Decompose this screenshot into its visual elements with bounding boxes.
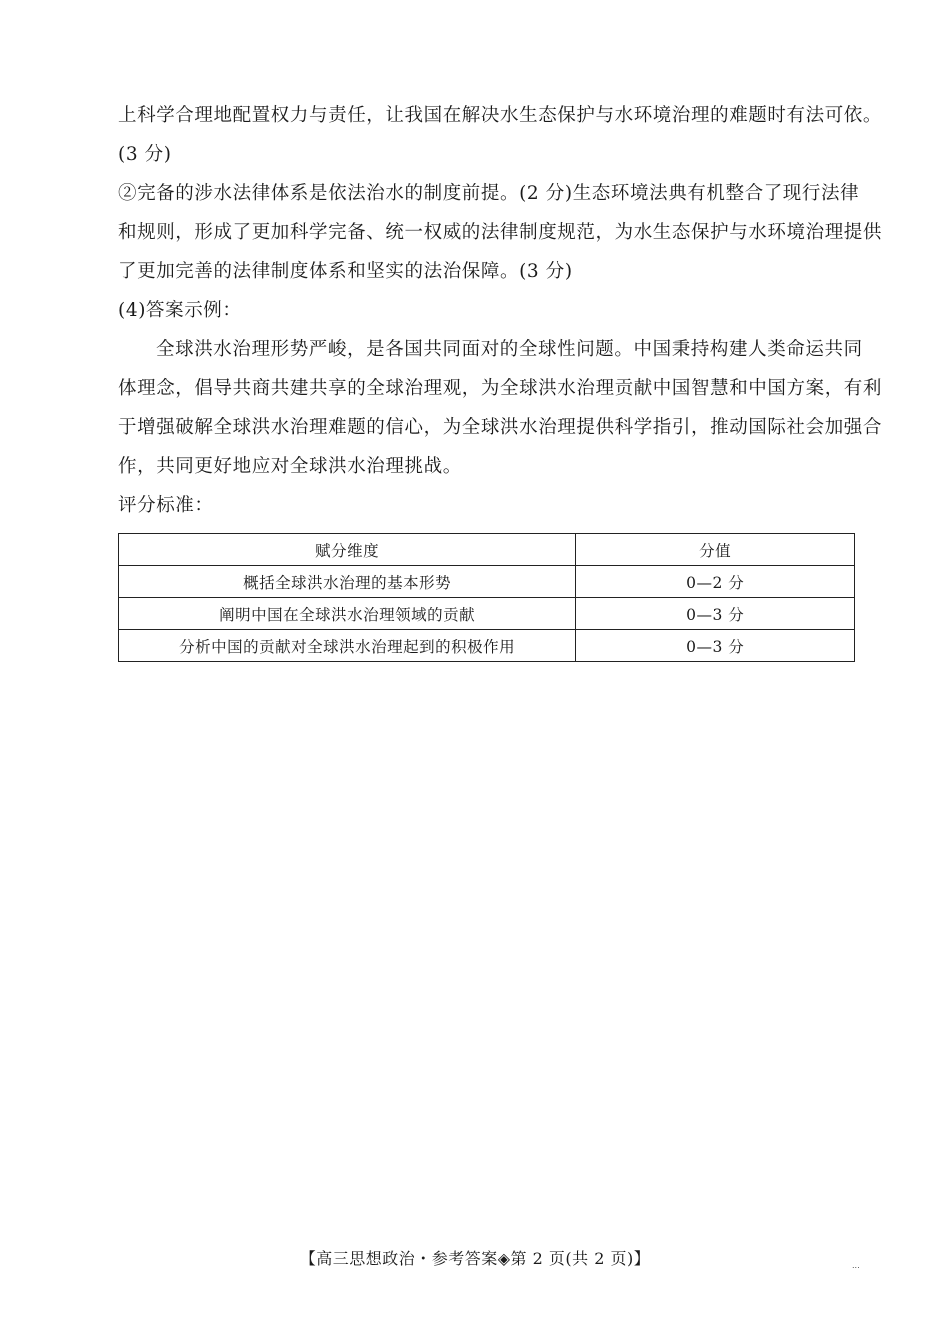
paragraph-line: 全球洪水治理形势严峻，是各国共同面对的全球性问题。中国秉持构建人类命运共同	[156, 339, 863, 360]
table-header-score: 分值	[576, 534, 855, 566]
paragraph-line: 作，共同更好地应对全球洪水治理挑战。	[118, 456, 462, 477]
paragraph-line: 体理念，倡导共商共建共享的全球治理观，为全球洪水治理贡献中国智慧和中国方案，有利	[118, 378, 883, 399]
paragraph-line: ②完备的涉水法律体系是依法治水的制度前提。(2 分)生态环境法典有机整合了现行法律	[118, 183, 860, 204]
paragraph-line: 和规则，形成了更加科学完备、统一权威的法律制度规范，为水生态保护与水环境治理提供	[118, 222, 883, 243]
question-heading: (4)答案示例：	[118, 300, 242, 321]
table-cell-score: 0—2 分	[576, 566, 855, 598]
page-footer: 【高三思想政治・参考答案◈第 2 页(共 2 页)】	[299, 1249, 651, 1268]
table-cell-dimension: 分析中国的贡献对全球洪水治理起到的积极作用	[119, 630, 576, 662]
table-header-dimension: 赋分维度	[119, 534, 576, 566]
score-note: (3 分)	[118, 144, 172, 165]
table-row	[119, 566, 855, 598]
table-header-row	[119, 534, 855, 566]
table-cell-score: 0—3 分	[576, 630, 855, 662]
paragraph-line: 于增强破解全球洪水治理难题的信心，为全球洪水治理提供科学指引，推动国际社会加强合	[118, 417, 883, 438]
paragraph-line: 上科学合理地配置权力与责任，让我国在解决水生态保护与水环境治理的难题时有法可依。	[118, 105, 883, 126]
paragraph-line: 了更加完善的法律制度体系和坚实的法治保障。(3 分)	[118, 261, 573, 282]
table-cell-dimension: 阐明中国在全球洪水治理领域的贡献	[119, 598, 576, 630]
table-row	[119, 630, 855, 662]
answer-content	[118, 96, 883, 662]
table-cell-dimension: 概括全球洪水治理的基本形势	[119, 566, 576, 598]
table-cell-score: 0—3 分	[576, 598, 855, 630]
table-row	[119, 598, 855, 630]
scoring-table	[118, 533, 855, 662]
footer-mark: ...	[852, 1261, 860, 1270]
scoring-heading: 评分标准：	[118, 495, 214, 516]
